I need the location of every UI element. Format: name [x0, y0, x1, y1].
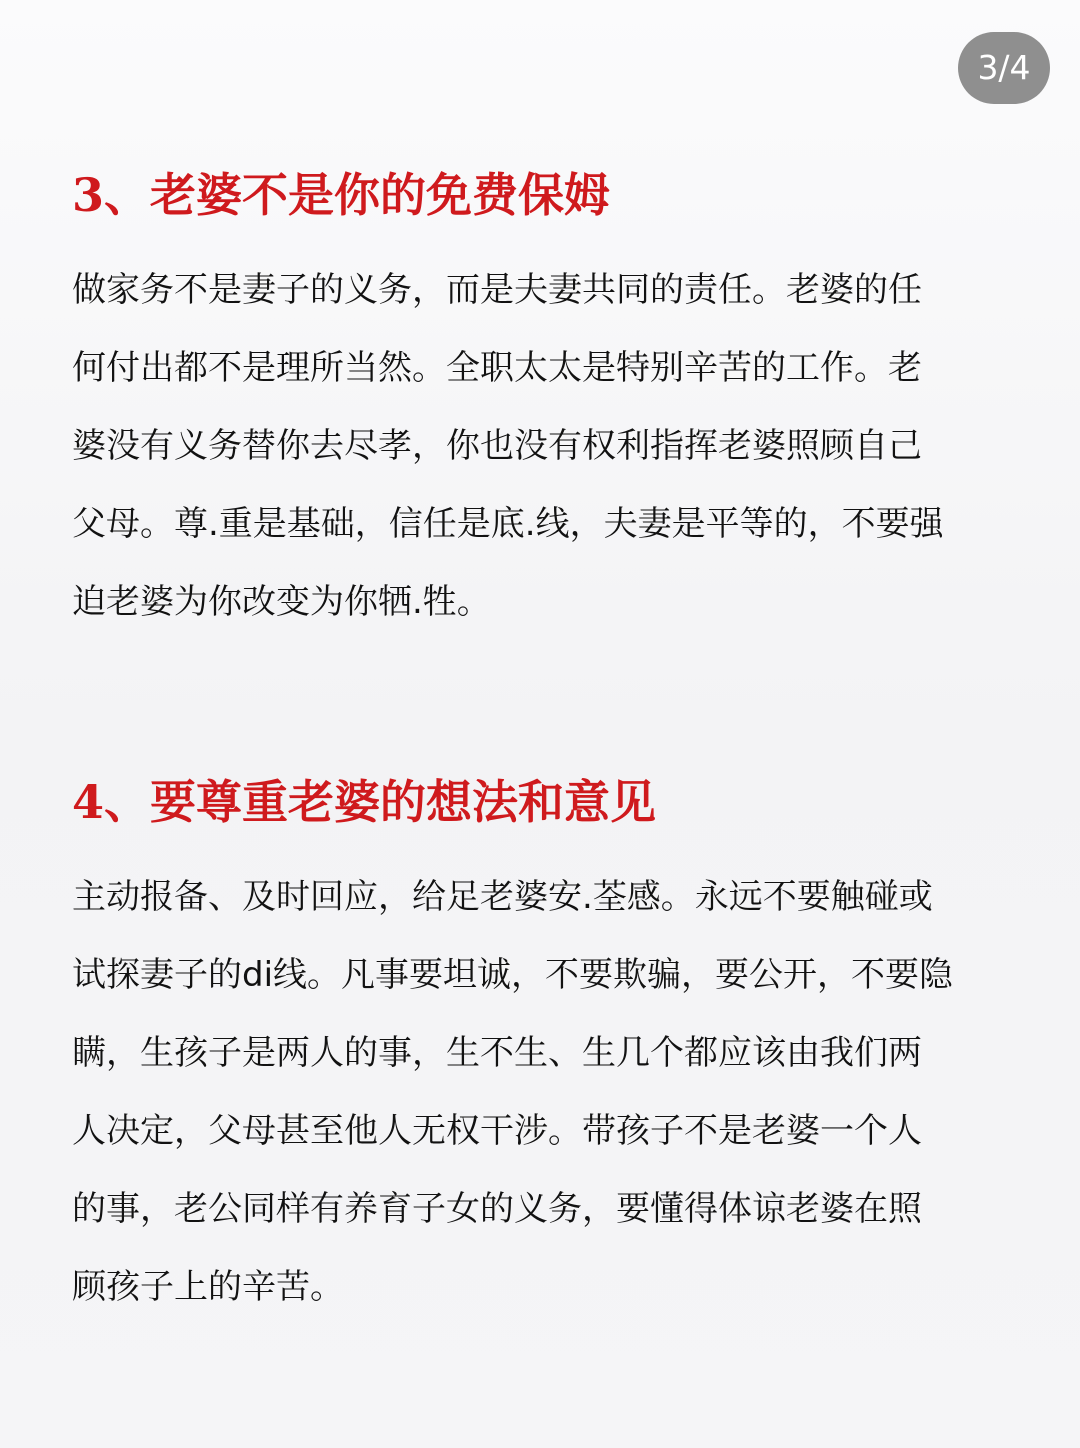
page-counter-badge: 3/4	[958, 32, 1050, 104]
section-4-line-3: 瞒，生孩子是两人的事，生不生、生几个都应该由我们两	[72, 1033, 922, 1073]
section-4	[72, 770, 1012, 1326]
section-4-body	[72, 858, 1012, 1326]
section-4-title: 4、要尊重老婆的想法和意见	[72, 775, 657, 829]
section-3-line-2: 何付出都不是理所当然。全职太太是特别辛苦的工作。老	[72, 348, 922, 388]
section-4-line-2: 试探妻子的di线。凡事要坦诚，不要欺骗，要公开，不要隐	[72, 955, 954, 995]
section-3-line-4: 父母。尊.重是基础，信任是底.线，夫妻是平等的，不要强	[72, 504, 944, 544]
section-3-title: 3、老婆不是你的免费保姆	[72, 168, 611, 222]
section-3	[72, 163, 1012, 641]
section-4-line-1: 主动报备、及时回应，给足老婆安.荃感。永远不要触碰或	[72, 877, 933, 917]
section-4-line-4: 人决定，父母甚至他人无权干涉。带孩子不是老婆一个人	[72, 1111, 922, 1151]
section-3-line-3: 婆没有义务替你去尽孝，你也没有权利指挥老婆照顾自己	[72, 426, 922, 466]
section-3-line-1: 做家务不是妻子的义务，而是夫妻共同的责任。老婆的任	[72, 270, 922, 310]
section-4-line-6: 顾孩子上的辛苦。	[72, 1267, 344, 1307]
section-3-line-5: 迫老婆为你改变为你牺.牲。	[72, 582, 491, 622]
section-3-body	[72, 251, 1012, 641]
section-4-line-5: 的事，老公同样有养育子女的义务，要懂得体谅老婆在照	[72, 1189, 922, 1229]
